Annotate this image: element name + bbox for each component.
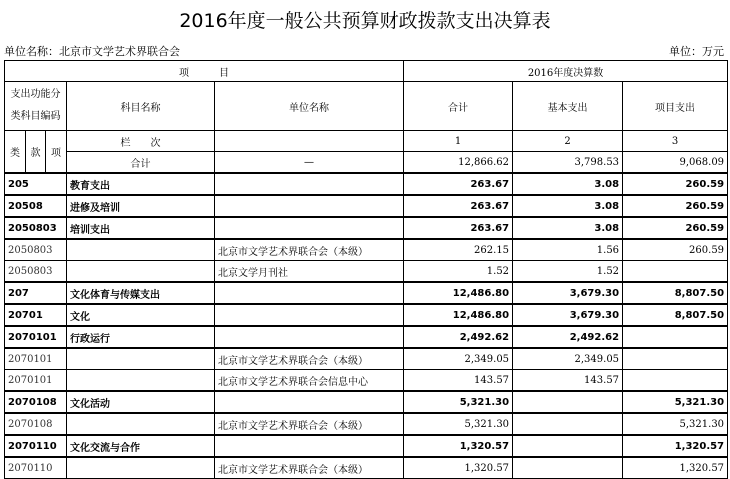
table-row — [5, 413, 728, 435]
cell-total: 1,320.57 — [404, 457, 513, 479]
cell-basic: 3.08 — [513, 173, 623, 195]
cell-org — [215, 173, 404, 195]
cell-project: 260.59 — [623, 173, 728, 195]
cell-project — [623, 261, 728, 283]
cell-org — [215, 217, 404, 239]
cell-project — [623, 348, 728, 370]
col-number-3: 3 — [623, 131, 728, 152]
cell-org — [215, 435, 404, 457]
cell-basic: 2,492.62 — [513, 326, 623, 348]
sum-total: 12,866.62 — [404, 152, 513, 174]
cell-org — [215, 282, 404, 304]
unit-name: 单位名称：北京市文学艺术界联合会 — [4, 45, 180, 58]
cell-subject: 文化 — [67, 304, 215, 326]
header-project: 项目支出 — [623, 82, 728, 131]
cell-basic: 2,349.05 — [513, 348, 623, 370]
sum-label: 合计 — [67, 152, 215, 174]
table-row — [5, 370, 728, 392]
cell-project — [623, 370, 728, 392]
cell-basic: 143.57 — [513, 370, 623, 392]
cell-project: 5,321.30 — [623, 391, 728, 413]
cell-basic: 3,679.30 — [513, 304, 623, 326]
cell-subject: 教育支出 — [67, 173, 215, 195]
cell-total: 143.57 — [404, 370, 513, 392]
cell-total: 1,320.57 — [404, 435, 513, 457]
cell-org: 北京市文学艺术界联合会（本级） — [215, 457, 404, 479]
cell-project: 5,321.30 — [623, 413, 728, 435]
cell-code: 2070101 — [5, 326, 67, 348]
table-row — [5, 282, 728, 304]
cell-subject — [67, 457, 215, 479]
cell-code: 2070108 — [5, 413, 67, 435]
sum-org: — — [215, 152, 404, 174]
cell-code: 2050803 — [5, 261, 67, 283]
cell-subject: 文化体育与传媒支出 — [67, 282, 215, 304]
cell-subject: 文化交流与合作 — [67, 435, 215, 457]
cell-subject — [67, 239, 215, 261]
cell-project: 260.59 — [623, 239, 728, 261]
table-row — [5, 391, 728, 413]
table-row — [5, 239, 728, 261]
col-number-1: 1 — [404, 131, 513, 152]
cell-code: 20508 — [5, 195, 67, 217]
table-row — [5, 261, 728, 283]
header-kuan: 款 — [26, 131, 46, 174]
cell-basic — [513, 457, 623, 479]
cell-subject: 文化活动 — [67, 391, 215, 413]
cell-subject — [67, 413, 215, 435]
table-row — [5, 195, 728, 217]
cell-total: 263.67 — [404, 173, 513, 195]
header-lei: 类 — [5, 131, 26, 174]
table-row — [5, 435, 728, 457]
cell-total: 12,486.80 — [404, 282, 513, 304]
header-item: 项 目 — [5, 61, 404, 82]
header-year: 2016年度决算数 — [404, 61, 728, 82]
header-xiang: 项 — [46, 131, 67, 174]
cell-code: 2070101 — [5, 370, 67, 392]
cell-org: 北京文学月刊社 — [215, 261, 404, 283]
cell-project: 1,320.57 — [623, 457, 728, 479]
cell-subject: 行政运行 — [67, 326, 215, 348]
cell-basic — [513, 435, 623, 457]
cell-org — [215, 195, 404, 217]
cell-basic: 3.08 — [513, 217, 623, 239]
header-subject: 科目名称 — [67, 82, 215, 131]
cell-code: 2070110 — [5, 435, 67, 457]
header-basic: 基本支出 — [513, 82, 623, 131]
cell-code: 2070108 — [5, 391, 67, 413]
cell-basic: 1.56 — [513, 239, 623, 261]
cell-total: 263.67 — [404, 195, 513, 217]
cell-org — [215, 304, 404, 326]
empty-cell — [215, 131, 404, 152]
cell-org — [215, 391, 404, 413]
currency-unit: 单位：万元 — [669, 45, 724, 58]
cell-project: 260.59 — [623, 195, 728, 217]
cell-code: 2070110 — [5, 457, 67, 479]
table-row — [5, 457, 728, 479]
cell-basic: 1.52 — [513, 261, 623, 283]
page-title: 2016年度一般公共预算财政拨款支出决算表 — [179, 10, 551, 32]
header-total: 合计 — [404, 82, 513, 131]
cell-total: 2,492.62 — [404, 326, 513, 348]
cell-basic — [513, 391, 623, 413]
cell-total: 263.67 — [404, 217, 513, 239]
cell-org — [215, 326, 404, 348]
cell-project: 8,807.50 — [623, 282, 728, 304]
cell-code: 205 — [5, 173, 67, 195]
cell-project: 260.59 — [623, 217, 728, 239]
cell-org: 北京市文学艺术界联合会（本级） — [215, 413, 404, 435]
cell-project: 1,320.57 — [623, 435, 728, 457]
cell-total: 2,349.05 — [404, 348, 513, 370]
cell-subject: 进修及培训 — [67, 195, 215, 217]
cell-project — [623, 326, 728, 348]
sum-basic: 3,798.53 — [513, 152, 623, 174]
sum-project: 9,068.09 — [623, 152, 728, 174]
cell-code: 207 — [5, 282, 67, 304]
cell-subject — [67, 370, 215, 392]
cell-total: 12,486.80 — [404, 304, 513, 326]
header-code: 支出功能分类科目编码 — [5, 82, 67, 131]
table-row — [5, 304, 728, 326]
table-row — [5, 173, 728, 195]
cell-project: 8,807.50 — [623, 304, 728, 326]
cell-org: 北京市文学艺术界联合会（本级） — [215, 348, 404, 370]
cell-basic: 3,679.30 — [513, 282, 623, 304]
cell-org: 北京市文学艺术界联合会（本级） — [215, 239, 404, 261]
cell-code: 20701 — [5, 304, 67, 326]
cell-subject: 培训支出 — [67, 217, 215, 239]
cell-code: 2070101 — [5, 348, 67, 370]
cell-org: 北京市文学艺术界联合会信息中心 — [215, 370, 404, 392]
cell-subject — [67, 261, 215, 283]
cell-code: 2050803 — [5, 239, 67, 261]
cell-total: 5,321.30 — [404, 391, 513, 413]
col-number-2: 2 — [513, 131, 623, 152]
table-row — [5, 348, 728, 370]
cell-basic: 3.08 — [513, 195, 623, 217]
cell-total: 5,321.30 — [404, 413, 513, 435]
cell-total: 1.52 — [404, 261, 513, 283]
header-org: 单位名称 — [215, 82, 404, 131]
cell-total: 262.15 — [404, 239, 513, 261]
table-row — [5, 326, 728, 348]
cell-basic — [513, 413, 623, 435]
cell-subject — [67, 348, 215, 370]
header-lanci: 栏 次 — [67, 131, 215, 152]
table-row — [5, 217, 728, 239]
cell-code: 2050803 — [5, 217, 67, 239]
expenditure-table — [4, 60, 728, 479]
